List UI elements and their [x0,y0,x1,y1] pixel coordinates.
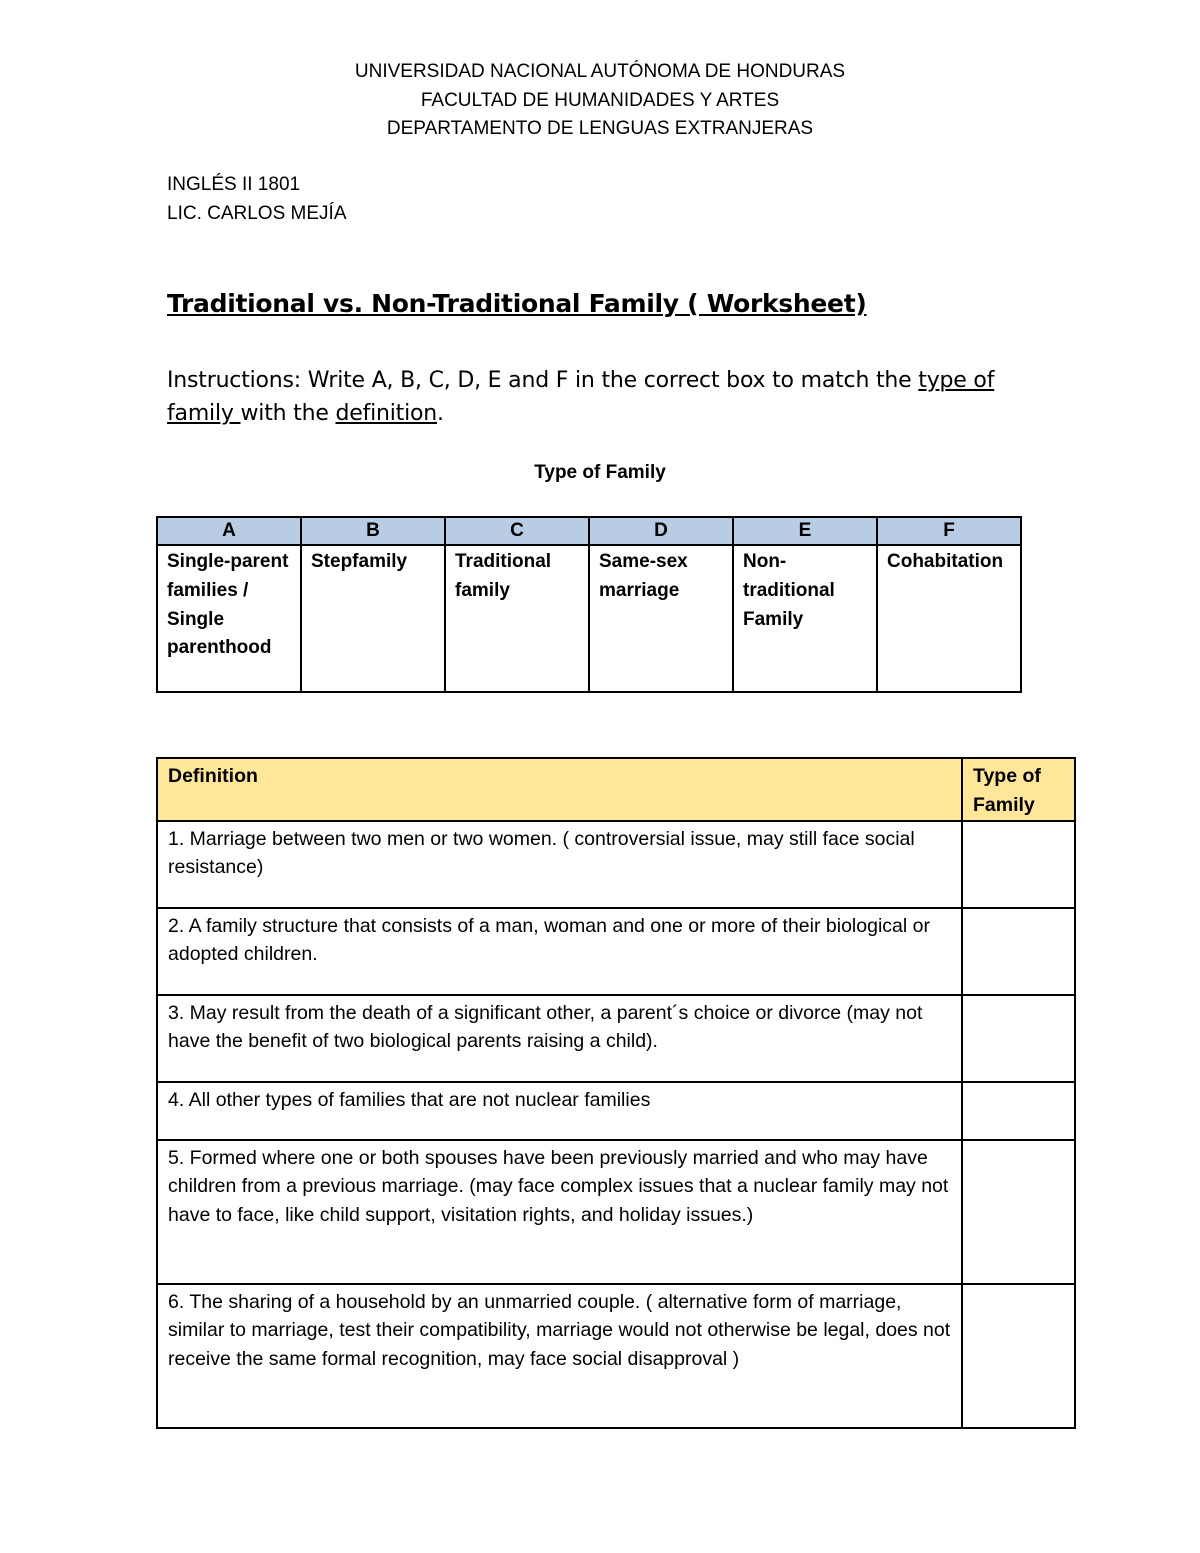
family-type-letter: B [301,517,445,545]
course-code: INGLÉS II 1801 [167,174,301,195]
family-types-name-row [157,545,1021,692]
definitions-header-row [157,758,1075,821]
definition-text: 1. Marriage between two men or two women. ( controversial issue, may still face social resistance) [157,821,962,908]
family-type-letter: F [877,517,1021,545]
answer-box[interactable] [962,1140,1075,1284]
table-row [157,1082,1075,1140]
family-type-name: Same-sex marriage [589,545,733,692]
family-type-name: Non-traditional Family [733,545,877,692]
answer-box[interactable] [962,908,1075,995]
family-type-letter: D [589,517,733,545]
family-type-letter: C [445,517,589,545]
family-type-letter: E [733,517,877,545]
instructions-text-1: Instructions: Write A, B, C, D, E and F in the correct box to match the [167,368,919,393]
type-column-header: Type of Family [962,758,1075,821]
family-type-name: Single-parent families / Single parenthood [157,545,301,692]
family-types-letter-row [157,517,1021,545]
family-type-name: Stepfamily [301,545,445,692]
family-type-name: Cohabitation [877,545,1021,692]
answer-box[interactable] [962,1284,1075,1428]
definition-column-header: Definition [157,758,962,821]
definition-text: 5. Formed where one or both spouses have been previously married and who may have children from a previous marriage. (may face complex issues that a nuclear family may not have to face, like child support, visitation rights, and holiday issues.) [157,1140,962,1284]
instructions-definition: definition [335,401,438,426]
type-of-family-caption: Type of Family [534,462,666,483]
table-row [157,995,1075,1082]
table-row [157,1140,1075,1284]
worksheet-title: Traditional vs. Non-Traditional Family ( Worksheet) [167,289,867,318]
teacher-name: LIC. CARLOS MEJÍA [167,202,347,224]
document-header [0,58,1200,144]
family-type-letter: A [157,517,301,545]
answer-box[interactable] [962,995,1075,1082]
table-row [157,821,1075,908]
definition-text: 6. The sharing of a household by an unmarried couple. ( alternative form of marriage, similar to marriage, test their compatibility, marriage would not otherwise be legal, does not receive the same formal recognition, may face social disapproval ) [157,1284,962,1428]
instructions-text-3: . [437,401,444,426]
definition-text: 3. May result from the death of a significant other, a parent´s choice or divorce (may not have the benefit of two biological parents raising a child). [157,995,962,1082]
table-row [157,1284,1075,1428]
university-name: UNIVERSIDAD NACIONAL AUTÓNOMA DE HONDURAS [354,61,846,82]
family-types-table [156,516,1022,693]
table-row [157,908,1075,995]
family-type-name: Traditional family [445,545,589,692]
definitions-table [156,757,1076,1429]
definition-text: 4. All other types of families that are not nuclear families [157,1082,962,1140]
instructions-type-of-family: type of family [167,368,995,426]
course-info [167,171,347,228]
department-name: DEPARTAMENTO DE LENGUAS EXTRANJERAS [386,118,814,139]
answer-box[interactable] [962,821,1075,908]
instructions-text-2: with the [240,401,336,426]
instructions [167,364,1047,430]
faculty-name: FACULTAD DE HUMANIDADES Y ARTES [420,89,780,111]
answer-box[interactable] [962,1082,1075,1140]
definition-text: 2. A family structure that consists of a man, woman and one or more of their biological or adopted children. [157,908,962,995]
